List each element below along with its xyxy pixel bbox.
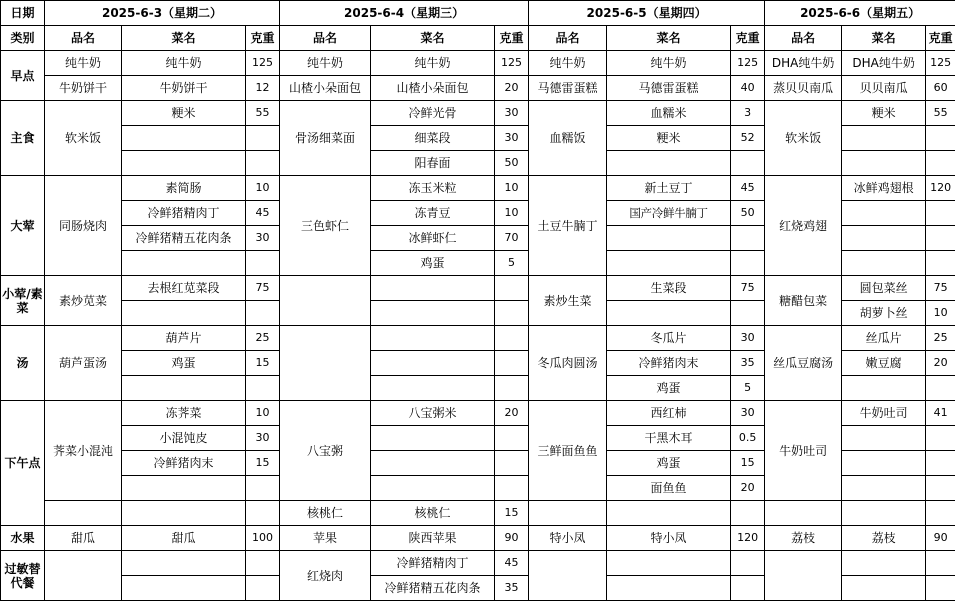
dish-name: 三鲜面鱼鱼	[529, 401, 607, 501]
empty-cell	[607, 301, 731, 326]
dish-name: 丝瓜豆腐汤	[765, 326, 842, 401]
day-header-4: 2025-6-6（星期五）	[765, 1, 955, 26]
empty-cell	[842, 201, 926, 226]
ingredient-header: 菜名	[842, 26, 926, 51]
dish-name: 冬瓜肉圆汤	[529, 326, 607, 401]
weight-value: 70	[495, 226, 529, 251]
dish-header: 品名	[280, 26, 371, 51]
empty-cell	[495, 301, 529, 326]
empty-cell	[371, 476, 495, 501]
weight-value: 35	[731, 351, 765, 376]
empty-cell	[765, 551, 842, 601]
dish-name: 八宝粥	[280, 401, 371, 501]
weight-value: 30	[495, 126, 529, 151]
empty-cell	[842, 451, 926, 476]
empty-cell	[246, 151, 280, 176]
weight-value: 10	[246, 401, 280, 426]
dish-name: 三色虾仁	[280, 176, 371, 276]
ingredient-name: 冷鲜猪肉末	[122, 451, 246, 476]
ingredient-name: 国产冷鲜牛腩丁	[607, 201, 731, 226]
ingredient-name: 鸡蛋	[607, 451, 731, 476]
dish-name: 山楂小朵面包	[280, 76, 371, 101]
dish-header: 品名	[45, 26, 122, 51]
ingredient-name: 冻荠菜	[122, 401, 246, 426]
weight-value: 125	[246, 51, 280, 76]
empty-cell	[607, 551, 731, 576]
weight-value: 60	[926, 76, 955, 101]
ingredient-name: 粳米	[122, 101, 246, 126]
ingredient-name: 冷鲜猪精肉丁	[122, 201, 246, 226]
empty-cell	[731, 151, 765, 176]
ingredient-name: 冷鲜光骨	[371, 101, 495, 126]
empty-cell	[926, 201, 955, 226]
dish-header: 品名	[765, 26, 842, 51]
empty-cell	[926, 551, 955, 576]
weight-value: 30	[731, 326, 765, 351]
empty-cell	[842, 426, 926, 451]
weight-value: 50	[495, 151, 529, 176]
empty-cell	[926, 251, 955, 276]
dish-name: 血糯饭	[529, 101, 607, 176]
ingredient-name: 冬瓜片	[607, 326, 731, 351]
dish-name: 蒸贝贝南瓜	[765, 76, 842, 101]
category-soup: 汤	[1, 326, 45, 401]
ingredient-name: 牛奶饼干	[122, 76, 246, 101]
ingredient-name: 贝贝南瓜	[842, 76, 926, 101]
day-header-3: 2025-6-5（星期四）	[529, 1, 765, 26]
empty-cell	[529, 501, 607, 526]
empty-cell	[122, 151, 246, 176]
empty-cell	[495, 351, 529, 376]
ingredient-name: 细菜段	[371, 126, 495, 151]
weight-value: 5	[731, 376, 765, 401]
empty-cell	[280, 326, 371, 401]
weight-value: 30	[495, 101, 529, 126]
ingredient-name: DHA纯牛奶	[842, 51, 926, 76]
empty-cell	[371, 451, 495, 476]
weight-value: 55	[926, 101, 955, 126]
dish-header: 品名	[529, 26, 607, 51]
weight-value: 15	[495, 501, 529, 526]
weight-value: 10	[926, 301, 955, 326]
empty-cell	[371, 326, 495, 351]
ingredient-name: 八宝粥米	[371, 401, 495, 426]
dish-name: 骨汤细菜面	[280, 101, 371, 176]
ingredient-header: 菜名	[371, 26, 495, 51]
ingredient-header: 菜名	[607, 26, 731, 51]
dish-name: DHA纯牛奶	[765, 51, 842, 76]
empty-cell	[122, 576, 246, 601]
dish-name: 马德雷蛋糕	[529, 76, 607, 101]
weight-value: 10	[495, 201, 529, 226]
weight-value: 30	[246, 426, 280, 451]
weight-value: 40	[731, 76, 765, 101]
day-header-1: 2025-6-3（星期二）	[45, 1, 280, 26]
weight-value: 20	[731, 476, 765, 501]
empty-cell	[842, 251, 926, 276]
dish-name: 软米饭	[765, 101, 842, 176]
ingredient-name: 冰鲜鸡翅根	[842, 176, 926, 201]
dish-name: 同肠烧肉	[45, 176, 122, 276]
category-afternoon: 下午点	[1, 401, 45, 526]
empty-cell	[842, 376, 926, 401]
dish-name: 葫芦蛋汤	[45, 326, 122, 401]
ingredient-name: 鸡蛋	[122, 351, 246, 376]
ingredient-name: 冻青豆	[371, 201, 495, 226]
weight-value: 20	[495, 76, 529, 101]
dish-name: 软米饭	[45, 101, 122, 176]
weight-value: 55	[246, 101, 280, 126]
weight-value: 75	[926, 276, 955, 301]
weight-value: 3	[731, 101, 765, 126]
ingredient-name: 核桃仁	[371, 501, 495, 526]
weight-value: 125	[495, 51, 529, 76]
weight-value: 90	[495, 526, 529, 551]
empty-cell	[122, 501, 246, 526]
empty-cell	[842, 226, 926, 251]
weight-value: 15	[246, 351, 280, 376]
weight-value: 10	[246, 176, 280, 201]
empty-cell	[122, 476, 246, 501]
empty-cell	[731, 576, 765, 601]
ingredient-name: 鸡蛋	[371, 251, 495, 276]
empty-cell	[45, 551, 122, 601]
empty-cell	[122, 251, 246, 276]
weight-value: 125	[731, 51, 765, 76]
ingredient-header: 菜名	[122, 26, 246, 51]
empty-cell	[280, 276, 371, 326]
dish-name: 牛奶吐司	[765, 401, 842, 501]
empty-cell	[122, 551, 246, 576]
dish-name: 纯牛奶	[45, 51, 122, 76]
empty-cell	[607, 501, 731, 526]
weight-value: 5	[495, 251, 529, 276]
ingredient-name: 去根红苋菜段	[122, 276, 246, 301]
ingredient-name: 马德雷蛋糕	[607, 76, 731, 101]
category-meat: 大荤	[1, 176, 45, 276]
category-staple: 主食	[1, 101, 45, 176]
empty-cell	[495, 451, 529, 476]
ingredient-name: 粳米	[607, 126, 731, 151]
ingredient-name: 纯牛奶	[122, 51, 246, 76]
dish-name: 纯牛奶	[529, 51, 607, 76]
empty-cell	[495, 326, 529, 351]
weight-header: 克重	[731, 26, 765, 51]
empty-cell	[495, 426, 529, 451]
dish-name: 苹果	[280, 526, 371, 551]
empty-cell	[842, 551, 926, 576]
empty-cell	[926, 451, 955, 476]
ingredient-name: 冷鲜猪精肉丁	[371, 551, 495, 576]
dish-name: 荔枝	[765, 526, 842, 551]
ingredient-name: 陕西苹果	[371, 526, 495, 551]
dish-name: 特小凤	[529, 526, 607, 551]
ingredient-name: 粳米	[842, 101, 926, 126]
dish-name: 糖醋包菜	[765, 276, 842, 326]
empty-cell	[926, 576, 955, 601]
weight-value: 125	[926, 51, 955, 76]
dish-name: 红烧肉	[280, 551, 371, 601]
empty-cell	[842, 126, 926, 151]
empty-cell	[246, 576, 280, 601]
empty-cell	[246, 376, 280, 401]
empty-cell	[926, 226, 955, 251]
ingredient-name: 嫩豆腐	[842, 351, 926, 376]
category-label: 类别	[1, 26, 45, 51]
ingredient-name: 新土豆丁	[607, 176, 731, 201]
ingredient-name: 特小凤	[607, 526, 731, 551]
ingredient-name: 纯牛奶	[607, 51, 731, 76]
ingredient-name: 山楂小朵面包	[371, 76, 495, 101]
category-breakfast: 早点	[1, 51, 45, 101]
empty-cell	[246, 251, 280, 276]
ingredient-name: 鸡蛋	[607, 376, 731, 401]
empty-cell	[926, 151, 955, 176]
empty-cell	[842, 151, 926, 176]
ingredient-name: 荔枝	[842, 526, 926, 551]
empty-cell	[371, 426, 495, 451]
empty-cell	[926, 376, 955, 401]
empty-cell	[371, 276, 495, 301]
dish-name: 纯牛奶	[280, 51, 371, 76]
category-fruit: 水果	[1, 526, 45, 551]
ingredient-name: 葫芦片	[122, 326, 246, 351]
empty-cell	[926, 476, 955, 501]
weight-value: 25	[926, 326, 955, 351]
weight-value: 50	[731, 201, 765, 226]
empty-cell	[926, 501, 955, 526]
empty-cell	[371, 376, 495, 401]
empty-cell	[246, 476, 280, 501]
empty-cell	[45, 501, 122, 526]
empty-cell	[842, 501, 926, 526]
ingredient-name: 小混饨皮	[122, 426, 246, 451]
empty-cell	[495, 376, 529, 401]
ingredient-name: 冷鲜猪肉末	[607, 351, 731, 376]
weight-header: 克重	[246, 26, 280, 51]
empty-cell	[926, 426, 955, 451]
empty-cell	[246, 551, 280, 576]
empty-cell	[731, 251, 765, 276]
dish-name: 核桃仁	[280, 501, 371, 526]
ingredient-name: 甜瓜	[122, 526, 246, 551]
weight-value: 35	[495, 576, 529, 601]
ingredient-name: 圆包菜丝	[842, 276, 926, 301]
empty-cell	[122, 301, 246, 326]
weight-value: 75	[731, 276, 765, 301]
empty-cell	[731, 301, 765, 326]
weight-value: 41	[926, 401, 955, 426]
empty-cell	[371, 301, 495, 326]
weight-value: 0.5	[731, 426, 765, 451]
ingredient-name: 冰鲜虾仁	[371, 226, 495, 251]
ingredient-name: 冷鲜猪精五花肉条	[122, 226, 246, 251]
empty-cell	[607, 226, 731, 251]
dish-name: 甜瓜	[45, 526, 122, 551]
weight-value: 75	[246, 276, 280, 301]
ingredient-name: 生菜段	[607, 276, 731, 301]
empty-cell	[246, 126, 280, 151]
empty-cell	[607, 576, 731, 601]
dish-name: 土豆牛腩丁	[529, 176, 607, 276]
weight-value: 45	[495, 551, 529, 576]
weight-value: 15	[246, 451, 280, 476]
empty-cell	[122, 126, 246, 151]
weight-value: 45	[246, 201, 280, 226]
empty-cell	[495, 276, 529, 301]
ingredient-name: 面鱼鱼	[607, 476, 731, 501]
empty-cell	[731, 551, 765, 576]
weight-value: 20	[926, 351, 955, 376]
empty-cell	[246, 301, 280, 326]
category-small-veg: 小荤/素菜	[1, 276, 45, 326]
empty-cell	[765, 501, 842, 526]
weight-value: 10	[495, 176, 529, 201]
empty-cell	[731, 226, 765, 251]
weight-value: 20	[495, 401, 529, 426]
ingredient-name: 干黑木耳	[607, 426, 731, 451]
empty-cell	[842, 476, 926, 501]
ingredient-name: 阳春面	[371, 151, 495, 176]
weight-value: 90	[926, 526, 955, 551]
dish-name: 红烧鸡翅	[765, 176, 842, 276]
empty-cell	[495, 476, 529, 501]
ingredient-name: 纯牛奶	[371, 51, 495, 76]
empty-cell	[607, 151, 731, 176]
ingredient-name: 胡萝卜丝	[842, 301, 926, 326]
day-header-2: 2025-6-4（星期三）	[280, 1, 529, 26]
weight-header: 克重	[495, 26, 529, 51]
ingredient-name: 牛奶吐司	[842, 401, 926, 426]
weight-value: 30	[246, 226, 280, 251]
weight-value: 25	[246, 326, 280, 351]
empty-cell	[246, 501, 280, 526]
date-label: 日期	[1, 1, 45, 26]
empty-cell	[607, 251, 731, 276]
weight-value: 15	[731, 451, 765, 476]
dish-name: 素炒苋菜	[45, 276, 122, 326]
ingredient-name: 冷鲜猪精五花肉条	[371, 576, 495, 601]
weight-value: 45	[731, 176, 765, 201]
empty-cell	[529, 551, 607, 601]
ingredient-name: 血糯米	[607, 101, 731, 126]
ingredient-name: 冻玉米粒	[371, 176, 495, 201]
ingredient-name: 西红柿	[607, 401, 731, 426]
empty-cell	[926, 126, 955, 151]
dish-name: 素炒生菜	[529, 276, 607, 326]
weight-value: 12	[246, 76, 280, 101]
weight-value: 30	[731, 401, 765, 426]
empty-cell	[731, 501, 765, 526]
empty-cell	[122, 376, 246, 401]
weight-value: 100	[246, 526, 280, 551]
weight-header: 克重	[926, 26, 955, 51]
category-allergy: 过敏替代餐	[1, 551, 45, 601]
ingredient-name: 丝瓜片	[842, 326, 926, 351]
dish-name: 荠菜小混沌	[45, 401, 122, 501]
empty-cell	[371, 351, 495, 376]
empty-cell	[842, 576, 926, 601]
dish-name: 牛奶饼干	[45, 76, 122, 101]
weight-value: 120	[731, 526, 765, 551]
weight-value: 120	[926, 176, 955, 201]
ingredient-name: 素简肠	[122, 176, 246, 201]
weight-value: 52	[731, 126, 765, 151]
